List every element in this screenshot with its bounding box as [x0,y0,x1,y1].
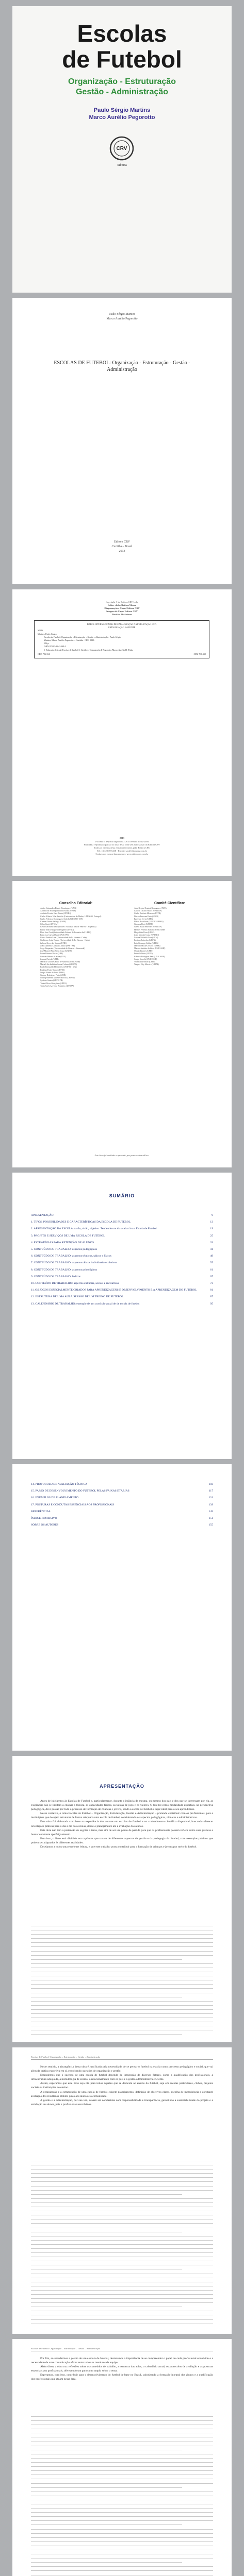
text-line [31,2470,213,2471]
council-member: Gisele Assis Meirelles (UNIMEP) [134,926,162,928]
summary-item-label: SOBRE OS AUTORES [31,1523,59,1527]
council-member: Maria de Lourdes Pinto de Almeida (UNICAMP) [40,961,80,963]
council-member: Hermes Ferreira Balbino (UNICAMP) [134,928,166,931]
summary-item[interactable] [31,1227,213,1231]
summary-item[interactable] [31,1261,213,1265]
text-line [31,2533,213,2534]
summary-item-label: 15. PASSO DE DESENVOLVIMENTO DO FUTEBOL PELAS FAIXAS ETÁRIAS [31,1489,129,1493]
council-member: Aldira Guimarães Duarte Domínguez (UNB) [40,907,77,909]
cip-line: Martins, Marco Aurélio Pegorotto. – Curitiba : CRV, 2013. [44,639,95,642]
text-line [31,1955,213,1956]
summary-list [31,1214,213,1309]
tp-publisher: Editora CRV [113,540,131,544]
summary-item-page: 19 [210,1227,213,1231]
summary-item[interactable] [31,1489,213,1493]
text-line [31,2009,213,2010]
cip-line: M386 [38,629,43,632]
text-line [31,1942,213,1943]
summary-item-label: APRESENTAÇÃO [31,1214,54,1217]
text-line [31,2240,213,2241]
council-member: Dirceu Estevam Pinto (UNIB) [134,915,159,918]
paragraph: Antes de iniciarmos às Escolas de Futebol e, particularmente, durante a infância da mesma, ou mesmo dos pais e dos que se interessam por ela, as exigências não se limitam a ensinar a técnica, as capacidades físicas, as táticas de jogo e os valores. O futebol como modalidade esportiva, na perspectiva pedagógica, deve passar por todo o processo de formação de crianças e jovens, sendo a escola de futebol o lugar ideal para o seu aprendizado. [31,1800,213,1811]
scientific-committee-title: Comitê Científico: [154,902,185,905]
tp-title: ESCOLAS DE FUTEBOL: Organização - Estruturação - Gestão - Administração [54,360,190,372]
council-member: Paulo Romualdo Hernandes (UNIFAL - MG) [40,966,77,969]
council-member: Carlos Antônio Menezes (UFPR) [134,912,161,915]
summary-item[interactable] [31,1302,213,1306]
text-line [31,2194,182,2195]
text-line [31,1959,182,1960]
legal-year: 2013 [120,837,124,839]
council-member: Rodrigo Pratte-Santos (UFES) [40,969,65,971]
council-member: Otavio Tavares (UFES) [134,950,153,953]
summary-item-page: 9 [212,1214,213,1217]
summary-item-label: 12. ESTRUTURA DE UMA AULA/SESSÃO DE UM TREINO DE FUTEBOL [31,1295,124,1299]
council-member: Leonel Severo Rocha (URI) [40,953,63,955]
council-member: Sydione Santos (UEPG PR) [40,979,63,982]
copyright-line: Copyright © da Editora CRV Ltda. [106,601,138,603]
text-line [31,2248,213,2249]
summary-item-label: 6. CONTEÚDO DE TRABALHO: aspectos técnicos, táticos e físicos [31,1255,111,1258]
cip-line: ISBN 978-85-8042-681-2 [44,645,67,648]
text-line [31,2173,213,2174]
council-member: Francisco Carlos Duarte (PUC-PR) [40,934,69,937]
layout-line: Diagramação e Capa: Editora CRV [104,607,140,609]
summary-item-label: 11. OS JOGOS ESPECIALMENTE CRIADOS PARA APRENDIZAGENS E DESENVOLVIMENTO E A APRENDIZAGEM DO FUTEBOL [31,1289,197,1292]
summary-item[interactable] [31,1282,213,1285]
cover-image-line: Imagem de Capa: Editora CRV [106,610,138,613]
council-member: Carmen Tereza Velanga (UNIR) [40,921,67,923]
text-lines [31,1926,213,2039]
presentation-body [31,1799,213,1849]
text-line [31,2458,213,2459]
council-member: Jorge Baquerizo (Universidade de Caracas - Venezuela) [40,947,85,950]
council-member: Tadeu Oliver Gonçalves (UFPA) [40,982,67,985]
review-note: Este livro foi avaliado e aprovado por pareceristas ad hoc. [94,1154,150,1157]
summary-item-label: 17. POSTURAS E CONDUTAS ESSENCIAIS AOS PROFISSIONAIS [31,1503,115,1506]
text-line [31,2013,213,2014]
council-member: Josania Portela (UFPI) [40,958,59,960]
scientific-committee [131,902,208,966]
council-member: José Manoel Pino Silva Souza (UNEB) [40,950,72,953]
cip-title: DADOS INTERNACIONAIS DE CATALOGAÇÃO NA PUBLICAÇÃO (CIP) [87,623,157,625]
cip-subtitle: CATALOGAÇÃO NA FONTE [108,626,136,629]
council-member: Vera Lúcia Simão (UFPR) [134,961,156,963]
cip-box [34,620,209,658]
cover-subtitle-1: Organização - Estruturação [68,77,176,86]
running-header: Escolas de Futebol: Organização – Estruturação – Gestão – Administração [31,2056,213,2060]
summary-item-page: 155 [208,1523,213,1527]
council-member: Celso Conti (UFSCar) [40,923,58,926]
council-member: Pedro Schiavo (UFPE) [134,953,153,955]
editorial-council [37,902,115,988]
paragraph: Para isso, o livro está dividido em capítulos que tratam de diferentes aspectos da gestão e da pedagogia do futebol, com exemplos práticos que podem ser adaptados às diferentes realidades. [31,1837,213,1844]
summary-item-page: 131 [208,1496,213,1500]
paragraph: A gestão e a administração, por sua vez, devem ser conduzidas com responsabilidade e transparência, garantindo a sustentabilidade do projeto e a satisfação de alunos, pais e profissionais envolvidos. [31,2098,213,2106]
summary-item-label: 5. CONTEÚDO DE TRABALHO: aspectos pedagógicos [31,1248,97,1251]
summary-item-page: 67 [210,1275,213,1278]
review-line: Revisão: Os Autores [112,613,132,616]
paragraph: Esta obra não tem a pretensão de esgotar o tema, mas sim de ser um ponto de partida para que os profissionais possam refletir sobre suas práticas e buscar constante aperfeiçoamento. [31,1828,213,1836]
editorial-council-title: Conselho Editorial: [59,902,93,905]
councils-page [12,881,232,1167]
council-member: Tania Suely Azevedo Brasileiro (UFOPA) [40,985,74,987]
summary-item-page: 25 [210,1234,213,1238]
summary-item-label: 8. CONTEÚDO DE TRABALHO: aspectos psicológicos [31,1268,97,1272]
text-line [31,2001,213,2002]
council-member: Élsio José Corá (Universidade Federal da Fronteira Sul, UFFS) [40,931,91,934]
text-line [31,2524,182,2525]
paragraph: Nesse contexto, o tema Escolas de Futebol – Organização, Estruturação, Gestão e Administração – pretende contribuir com os profissionais, pais e instituições que desejam estruturar de forma adequada uma escola de futebol, considerando os aspectos pedagógicos, técnicos e administrativos. [31,1812,213,1820]
text-line [31,2529,213,2530]
text-line [31,2512,213,2513]
summary-item-label: 10. CONTEÚDO DE TRABALHO: aspectos culturais, sociais e recreativos [31,1282,119,1285]
legal-reproduction: Proibida a reprodução parcial ou total desta obra sem autorização da Editora CRV [84,843,160,846]
text-line [31,1934,213,1935]
summary-item[interactable] [31,1221,213,1224]
summary-item[interactable] [31,1234,213,1238]
council-member: Elione Maria Nogueira Diogenes (UFAL) [40,928,74,931]
text-lines [31,2161,213,2328]
text-line [31,2186,213,2187]
text-line [31,2169,213,2170]
summary-item[interactable] [31,1255,213,1258]
cover-page [12,6,232,293]
text-lines [31,2416,213,2576]
cdu-code: CDU 796.332 [193,652,206,655]
council-member: Antônio Pereira Gaio Júnior (UFRRJ) [40,912,71,915]
text-line [31,1963,213,1964]
summary-item-page: 41 [210,1248,213,1251]
summary-item[interactable] [31,1248,213,1251]
summary-item-page: 55 [210,1261,213,1265]
council-member: Alda Regina Tognini Romaguera (PUC) [134,907,167,909]
cip-line: Martins, Paulo Sérgio. [38,632,57,635]
text-line [31,2302,213,2303]
text-line [31,2294,213,2295]
presentation-page [12,1756,232,2042]
council-member: Flávio Bortolozzi (UNICESUMAR) [134,921,164,923]
text-line [31,2223,213,2224]
text-line [31,2520,213,2521]
summary-item[interactable] [31,1214,213,1217]
text-line [31,2252,213,2253]
summary-item-label: 4. ESTRATÉGIAS PARA RETENÇÃO DE ALUNOS [31,1241,94,1244]
summary-item[interactable] [31,1295,213,1299]
cip-line: Escolas de Futebol: Organização – Estruturação – Gestão – Administração / Paulo Sérgio [44,635,121,638]
summary-item[interactable] [31,1483,213,1486]
summary-item[interactable] [31,1517,213,1520]
summary-list-2 [31,1483,213,1530]
text-line [31,2541,213,2542]
council-member: Emerson Cervi (UEPG) [134,918,154,920]
content-page-8 [12,2047,232,2334]
cip-line: 1. Educação física 2. Escolas de futebol 3. Gestão 4. Organização I. Pegorotto, Marco Aurélio II. Título [44,648,134,651]
text-line [31,2244,213,2245]
summary-item-page: 73 [210,1282,213,1285]
council-member: Carlos Alberto Vilar Estêvão (Universidade do Minho, UMINHO, Portugal) [40,915,102,918]
editor-line: Editor-chefe: Railson Moura [107,604,137,606]
paragraph: Entendemos que o sucesso de uma escola de futebol depende da integração de diversos fatores, como a qualificação dos profissionais, a infraestrutura adequada, a metodologia de ensino, o relacionamento com os pais e a gestão administrativa eficiente. [31,2074,213,2081]
council-member: Roberto Rodrigues Paes (UNICAMP) [134,955,165,958]
text-line [31,1951,213,1952]
text-line [31,2462,213,2463]
summary-item-page: 61 [210,1268,213,1272]
summary-item-label: 1. TIPOS, POSSIBILIDADES E CARACTERÍSTICAS DA ESCOLA DE FUTEBOL [31,1221,131,1224]
council-member: Guillermo Arias Beatón (Universidade de La Havana - Cuba) [40,939,90,942]
summary-item-label: ÍNDICE REMISSIVO [31,1517,57,1520]
text-line [31,2516,213,2517]
tp-city: Curitiba – Brasil [111,545,133,548]
summary-item-page: 103 [208,1483,213,1486]
logo-text: CRV [116,146,127,151]
text-line [31,1984,213,1985]
tp-year: 2013 [119,550,125,553]
council-member: Luciano Jahnecka (UEPG) [134,939,156,942]
summary-item-page: 151 [208,1517,213,1520]
summary-item-page: 81 [210,1289,213,1292]
paragraph: A organização e a estruturação de uma escola de futebol exigem planejamento, definição de objetivos claros, escolha de metodologia e constante avaliação dos resultados obtidos junto aos alunos e à comunidade. [31,2090,213,2098]
council-member: Sérgio Nunes de Jesus (IFRO) [40,971,65,974]
council-member: Luiz Gonzaga Gobbo (UEPG) [134,942,159,944]
text-line [31,2537,213,2538]
cover-subtitle-2: Gestão - Administração [75,88,168,96]
text-line [31,2034,182,2035]
summary-item-page: 145 [208,1510,213,1513]
text-line [31,2319,213,2320]
legal-contact: Tel.: (41) 3039-6418 - E-mail: sac@editoracrv.com.br [96,850,148,852]
text-line [31,2570,213,2571]
publisher-logo-icon [108,135,135,162]
text-line [31,2562,182,2563]
text-line [31,2177,213,2178]
copyright-page [12,589,232,876]
summary-item[interactable] [31,1241,213,1245]
council-member: Wagner Wey Moreira (UFTM) [134,963,159,966]
presentation-title: APRESENTAÇÃO [100,1784,144,1789]
summary-item[interactable] [31,1268,213,1272]
summary-item[interactable] [31,1289,213,1292]
council-member: Carlos Federico Dominguez Avila (UNIEURO - DF) [40,918,83,920]
council-member: Sérgio Stucchi (UNICAMP) [134,958,157,960]
paragraph: Neste sentido, a abrangência desta obra é justificada pela necessidade de se pensar o futebol na escola como processo pedagógico e social, que vai além da prática esportiva em si, envolvendo questões de organização e gestão. [31,2065,213,2073]
summary-item[interactable] [31,1496,213,1500]
text-line [31,2298,213,2299]
paragraph: Assim, esperamos que este livro seja útil para todos aqueles que se dedicam ao ensino do futebol, seja em escolas particulares, clubes, projetos sociais ou instituições de ensino. [31,2082,213,2090]
text-line [31,2005,213,2006]
page-8-body [31,2065,213,2107]
council-member: Caio de Castro Pastori (UNIMEP) [134,910,162,912]
summary-item-label: 2. APRESENTAÇÃO DA ESCOLA: razão, visão, objetivo. Tendendo um dia acabar à sua Escola de Futebol [31,1227,157,1231]
council-member: Cesar Gerónimo Tello (Univer. Nacional Três de Febrero - Argentina) [40,926,96,928]
text-line [31,2416,213,2417]
paragraph: Esta obra foi elaborada com base na experiência dos autores em escolas de futebol e no conhecimento científico disponível, buscando oferecer orientações práticas para o dia a dia das escolas, desde o planejamento até a avaliação dos alunos. [31,1820,213,1828]
council-member: Hugo Sirio Rosa (UFSC) [134,931,155,934]
page-9-body [31,2357,213,2382]
council-member: Andréia da Silva Quintanilha Sousa (UNIR) [40,910,76,912]
text-line [31,2198,213,2199]
summary-item[interactable] [31,1503,213,1507]
council-member: Marcos Antônio da Silva (UNICAMP) [134,947,166,950]
summary-item[interactable] [31,1523,213,1527]
paragraph: Além disso, a obra traz reflexões sobre os conteúdos de trabalho, a estrutura das aulas, o calendário anual, os protocolos de avaliação e as posturas essenciais aos profissionais, oferecendo um panorama amplo sobre o tema. [31,2365,213,2373]
council-member: Joice Mendes Costa (UNIRIO) [134,934,159,937]
text-line [31,2566,213,2567]
tp-author-1: Paulo Sérgio Martins [109,313,135,316]
summary-item-page: 87 [210,1295,213,1299]
summary-item-label: 9. CONTEÚDO DE TRABALHO: lúdicos [31,1275,81,1278]
summary-item-page: 95 [210,1302,213,1306]
text-line [31,2202,213,2203]
running-header: Escolas de Futebol: Organização – Estruturação – Gestão – Administração [31,2347,213,2351]
text-line [31,2190,213,2191]
council-member: Maria Lília Imbiriba Sousa Colares (UFOPA) [40,963,77,966]
summary-page-2 [12,1464,232,1751]
text-line [31,2487,182,2488]
summary-item-page: 117 [208,1489,213,1493]
text-line [31,2483,213,2484]
legal-rights: Todos os direitos desta edição reservados pela: Editora CRV [94,846,150,849]
tp-author-2: Marco Aurélio Pegorotto [106,317,138,320]
summary-page [12,1173,232,1459]
logo-tag: editora [117,164,127,167]
summary-item-page: 139 [208,1503,213,1506]
text-line [31,1988,213,1989]
content-page-9 [12,2339,232,2576]
summary-item-page: 13 [210,1221,213,1224]
summary-item-page: 33 [210,1241,213,1244]
summary-item-page: 49 [210,1255,213,1258]
council-member: Lourdes Helena da Silva (UFV) [40,955,66,958]
legal-deposit: Foi feito o depósito legal conf. Lei 10.994 de 14/12/2004 [95,840,149,843]
council-member: João Adalberto Campato Junior (FAP - SP) [40,944,75,947]
cover-title: Escolas de Futebol [62,20,182,73]
council-member: Simone Rodrigues Pinto (UNB) [40,974,66,977]
cdd-code: CDD 796.334 [38,652,50,655]
council-member: Larissa Michelle Lara (UEM) [134,937,158,939]
summary-item-label: 14. PROTOCOLO DE AVALIAÇÃO TÉCNICA [31,1483,88,1486]
text-line [31,2420,213,2421]
summary-item-label: 16. EXEMPLOS DE PLANEJAMENTO [31,1496,79,1500]
paragraph: Por fim, ao abordarmos a gestão de uma escola de futebol, destacamos a importância de se compreender o papel de cada profissional envolvido e a necessidade de uma comunicação eficaz entre todos os membros da equipe. [31,2357,213,2365]
text-line [31,2181,213,2182]
summary-item-label: REFERÊNCIAS [31,1510,51,1513]
text-line [31,2290,213,2291]
summary-item[interactable] [31,1510,213,1514]
cover-author-2: Marco Aurélio Pegorotto [89,114,155,121]
cover-author-1: Paulo Sérgio Martins [93,107,151,113]
summary-title: SUMÁRIO [109,1193,135,1198]
summary-item[interactable] [31,1275,213,1279]
legal-site: Conheça os nossos lançamentos: www.editoracrv.com.br [95,853,149,855]
paragraph: Esperamos, com isso, contribuir para o desenvolvimento do futebol de base no Brasil, valorizando a formação integral dos alunos e a qualificação dos profissionais que atuam nessa área. [31,2374,213,2381]
text-line [31,2508,213,2509]
title-page [12,298,232,584]
council-member: Giovana Berti (UFMT) [134,923,153,926]
council-member: Solange Helena Ximenes-Rocha (UFOPA) [40,977,75,979]
summary-item-label: 7. CONTEÚDO DE TRABALHO: aspectos táticos individuais e coletivos [31,1261,117,1265]
council-member: Jailson Alves dos Santos (UFRJ) [40,942,67,944]
paragraph: Desejamos a todos uma excelente leitura, e que este trabalho possa contribuir para a formação de crianças e jovens por meio do futebol. [40,1845,197,1849]
summary-item-label: 13. CALENDÁRIO DE TRABALHO: exemplo de um currículo anual de de escola de futebol [31,1302,140,1306]
text-line [31,2466,213,2467]
summary-item-label: 3. PROJETO E SERVIÇOS DE UMA ESCOLA DE FUTEBOL [31,1234,105,1238]
cip-line: 156 p. [44,642,50,645]
council-member: Gloria Fariñas León (Universidade de La Havana - Cuba) [40,937,87,939]
text-line [31,1938,213,1939]
text-line [31,1946,213,1947]
council-member: Marcelo Moraes e Silva (UFPR) [134,944,160,947]
